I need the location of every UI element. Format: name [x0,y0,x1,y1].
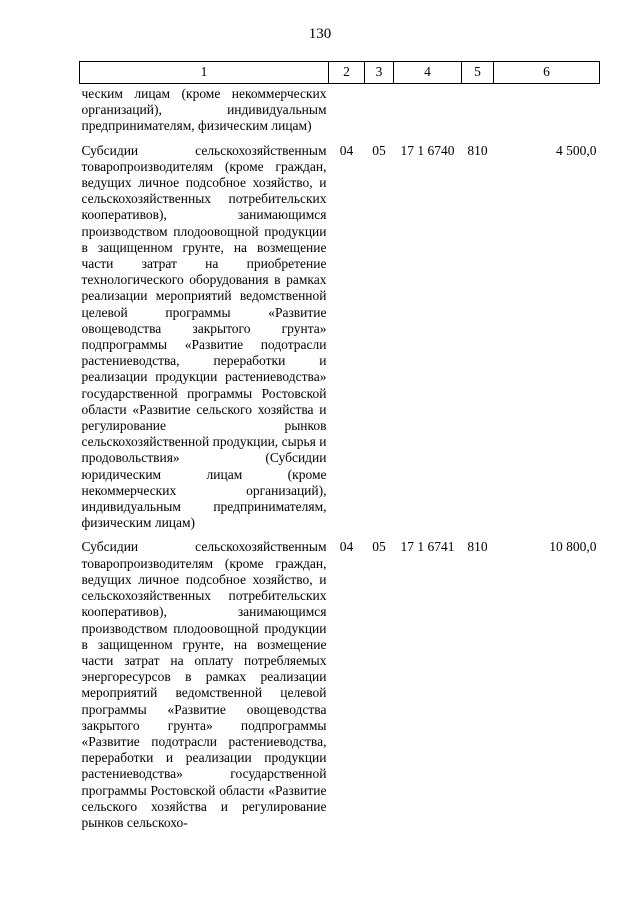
budget-table [79,61,600,831]
header-col-6: 6 [494,62,600,84]
header-col-4: 4 [394,62,462,84]
table-row [80,143,600,532]
row-amount: 4 500,0 [556,142,597,158]
row-description: Субсидии сельскохозяйственным товаропроизводителям (кроме граждан, ведущих личное подсобное хозяйство, и сельскохозяйственных потребительских кооперативов), занимающимся производством плодоовощной продукции в защищенном грунте, на возмещение части затрат на приобретение технологического оборудования в рамках реализации мероприятий ведомственной целевой программы «Развитие овощеводства закрытого грунта» подпрограммы «Развитие подотрасли растениеводства, переработки и реализации продукции растениеводства» государственной программы Ростовской области «Развитие сельского хозяйства и регулирование рынков сельскохозяйственной продукции, сырья и продовольствия» (Субсидии юридическим лицам (кроме некоммерческих организаций), индивидуальным предпринимателям, физическим лицам) [81,142,327,531]
continuation-description: ческим лицам (кроме некоммерческих организаций), индивидуальным предпринимателям, физическим лицам) [81,86,327,134]
row-target-code: 17 1 6741 [400,539,455,555]
table-header-row [80,62,600,84]
header-col-3: 3 [365,62,394,84]
row-description: Субсидии сельскохозяйственным товаропроизводителям (кроме граждан, ведущих личное подсобное хозяйство, и сельскохозяйственных потребительских кооперативов), занимающимся производством плодоовощной продукции в защищенном грунте, на возмещение части затрат на оплату потребляемых энергоресурсов в рамках реализации мероприятий ведомственной целевой программы «Развитие овощеводства закрытого грунта» подпрограммы «Развитие подотрасли растениеводства, переработки и реализации продукции растениеводства» государственной программы Ростовской области «Развитие сельского хозяйства и регулирование рынков сельскохо- [81,539,327,830]
row-expense-type: 810 [467,142,488,158]
table-row [80,539,600,831]
row-target-code: 17 1 6740 [400,142,455,158]
header-col-1: 1 [80,62,329,84]
row-subsection-code: 05 [372,142,386,158]
row-section-code: 04 [339,142,354,158]
header-col-2: 2 [329,62,365,84]
header-col-5: 5 [462,62,494,84]
row-expense-type: 810 [467,539,488,555]
table-row-continuation [80,84,600,135]
row-section-code: 04 [339,539,354,555]
page-number: 130 [308,26,332,42]
row-subsection-code: 05 [372,539,386,555]
row-amount: 10 800,0 [549,539,597,555]
